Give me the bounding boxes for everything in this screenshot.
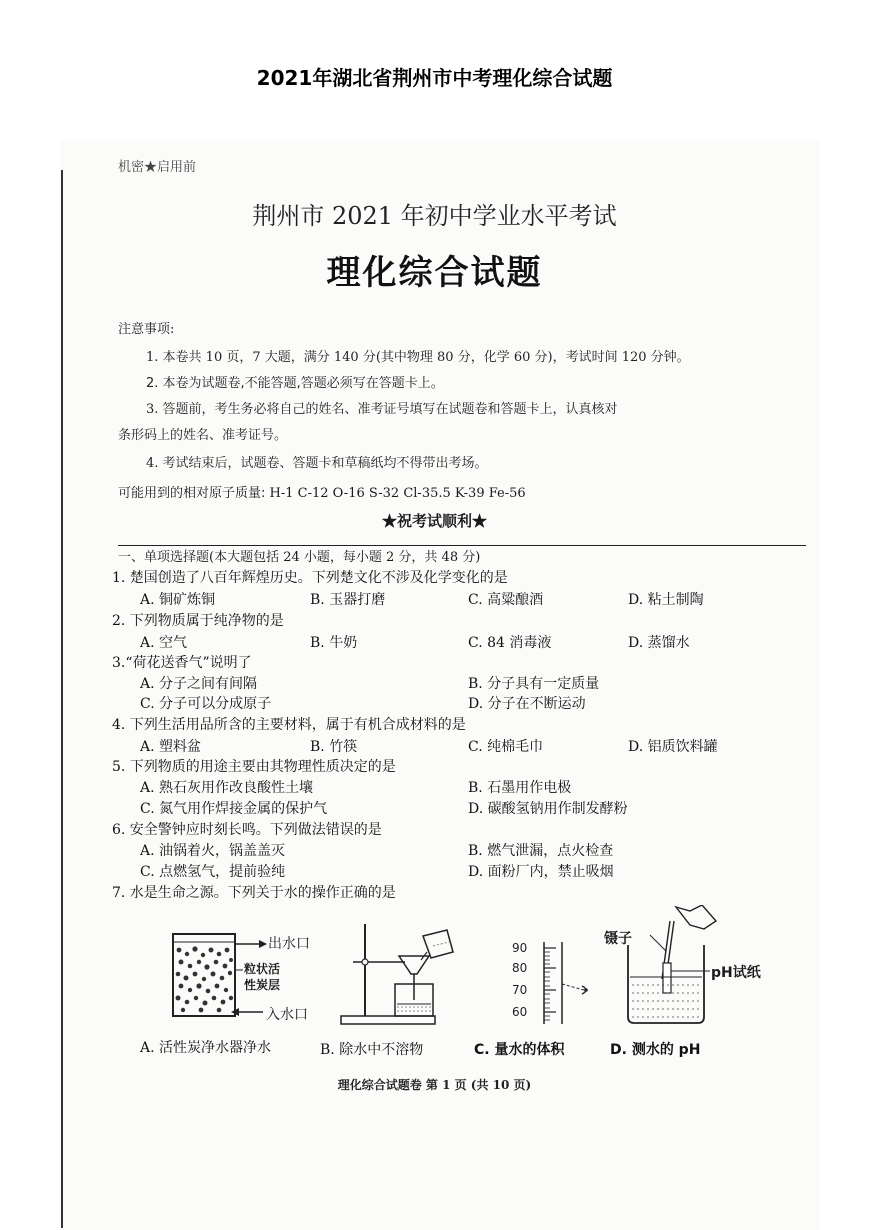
- cylinder-tick-70: 70: [512, 983, 528, 997]
- question-7-option-c: C. 量水的体积: [474, 1042, 565, 1058]
- question-4-stem: 4. 下列生活用品所含的主要材料，属于有机合成材料的是: [112, 717, 466, 733]
- notes-heading: 注意事项:: [118, 322, 175, 337]
- inlet-label: 入水口: [266, 1007, 308, 1023]
- note-3-continued: 条形码上的姓名、准考证号。: [118, 428, 288, 443]
- question-7-option-b: B. 除水中不溶物: [320, 1042, 424, 1058]
- question-6-stem: 6. 安全警钟应时刻长鸣。下列做法错误的是: [112, 822, 382, 838]
- page-footer: 理化综合试题卷 第 1 页 (共 10 页): [337, 1078, 532, 1092]
- question-5-option-a: A. 熟石灰用作改良酸性土壤: [140, 780, 314, 796]
- paper-title: 理化综合试题: [326, 253, 543, 293]
- question-4-option-a: A. 塑料盆: [140, 739, 202, 755]
- question-7-option-d: D. 测水的 pH: [610, 1042, 701, 1058]
- page-title: 2021年湖北省荆州市中考理化综合试题: [256, 66, 613, 90]
- cylinder-tick-80: 80: [512, 961, 528, 975]
- question-5-option-c: C. 氮气用作焊接金属的保护气: [140, 801, 328, 817]
- figure-graduated-cylinder: [508, 940, 598, 1026]
- cylinder-tick-60: 60: [512, 1005, 528, 1019]
- question-3-option-a: A. 分子之间有间隔: [140, 676, 258, 692]
- figure-filtration: [335, 918, 485, 1030]
- question-3-stem: 3.“荷花送香气”说明了: [112, 655, 252, 671]
- atomic-mass-label: 可能用到的相对原子质量:: [118, 486, 266, 501]
- question-7-stem: 7. 水是生命之源。下列关于水的操作正确的是: [112, 885, 396, 901]
- cylinder-tick-90: 90: [512, 941, 528, 955]
- wish-banner: ★祝考试顺利★: [381, 512, 487, 530]
- question-3-option-b: B. 分子具有一定质量: [468, 676, 600, 692]
- scan-edge-line: [61, 170, 63, 1228]
- atomic-mass-values: H-1 C-12 O-16 S-32 Cl-35.5 K-39 Fe-56: [269, 486, 526, 501]
- question-4-option-c: C. 纯棉毛巾: [468, 739, 544, 755]
- question-2-option-a: A. 空气: [140, 635, 188, 651]
- question-5-stem: 5. 下列物质的用途主要由其物理性质决定的是: [112, 759, 396, 775]
- atomic-mass-line: [118, 482, 526, 501]
- question-7-option-a: A. 活性炭净水器净水: [140, 1040, 272, 1056]
- classification-label: 机密★启用前: [118, 160, 197, 175]
- exam-title: 荆州市 2021 年初中学业水平考试: [252, 202, 617, 230]
- question-5-option-b: B. 石墨用作电极: [468, 780, 572, 796]
- question-6-option-a: A. 油锅着火，锅盖盖灭: [140, 843, 286, 859]
- question-6-option-d: D. 面粉厂内，禁止吸烟: [468, 864, 614, 880]
- tweezers-label: 镊子: [604, 931, 632, 947]
- note-1: 1. 本卷共 10 页，7 大题，满分 140 分(其中物理 80 分，化学 60 分)，考试时间 120 分钟。: [146, 350, 690, 365]
- note-3: 3. 答题前，考生务必将自己的姓名、准考证号填写在试题卷和答题卡上，认真核对: [146, 402, 618, 417]
- outlet-label: 出水口: [268, 936, 310, 952]
- question-2-option-c: C. 84 消毒液: [468, 635, 552, 651]
- question-2-option-b: B. 牛奶: [310, 635, 358, 651]
- question-1-option-b: B. 玉器打磨: [310, 592, 386, 608]
- note-2: 2. 本卷为试题卷,不能答题,答题必须写在答题卡上。: [146, 376, 444, 391]
- question-1-option-d: D. 粘土制陶: [628, 592, 704, 608]
- question-1-stem: 1. 楚国创造了八百年辉煌历史。下列楚文化不涉及化学变化的是: [112, 570, 508, 586]
- question-3-option-d: D. 分子在不断运动: [468, 696, 586, 712]
- question-6-option-c: C. 点燃氢气，提前验纯: [140, 864, 286, 880]
- question-1-option-c: C. 高粱酿酒: [468, 592, 544, 608]
- ph-paper-label: pH试纸: [711, 965, 761, 981]
- carbon-label-line-2: 性炭层: [244, 978, 281, 992]
- carbon-label-line-1: 粒状活: [244, 962, 281, 976]
- question-5-option-d: D. 碳酸氢钠用作制发酵粉: [468, 801, 628, 817]
- question-1-option-a: A. 铜矿炼铜: [140, 592, 216, 608]
- question-4-option-b: B. 竹筷: [310, 739, 358, 755]
- question-3-option-c: C. 分子可以分成原子: [140, 696, 272, 712]
- question-2-option-d: D. 蒸馏水: [628, 635, 690, 651]
- question-6-option-b: B. 燃气泄漏，点火检查: [468, 843, 614, 859]
- question-4-option-d: D. 铝质饮料罐: [628, 739, 718, 755]
- section-heading: 一、单项选择题(本大题包括 24 小题，每小题 2 分，共 48 分): [118, 550, 481, 565]
- note-4: 4. 考试结束后，试题卷、答题卡和草稿纸均不得带出考场。: [146, 456, 488, 471]
- question-2-stem: 2. 下列物质属于纯净物的是: [112, 613, 284, 629]
